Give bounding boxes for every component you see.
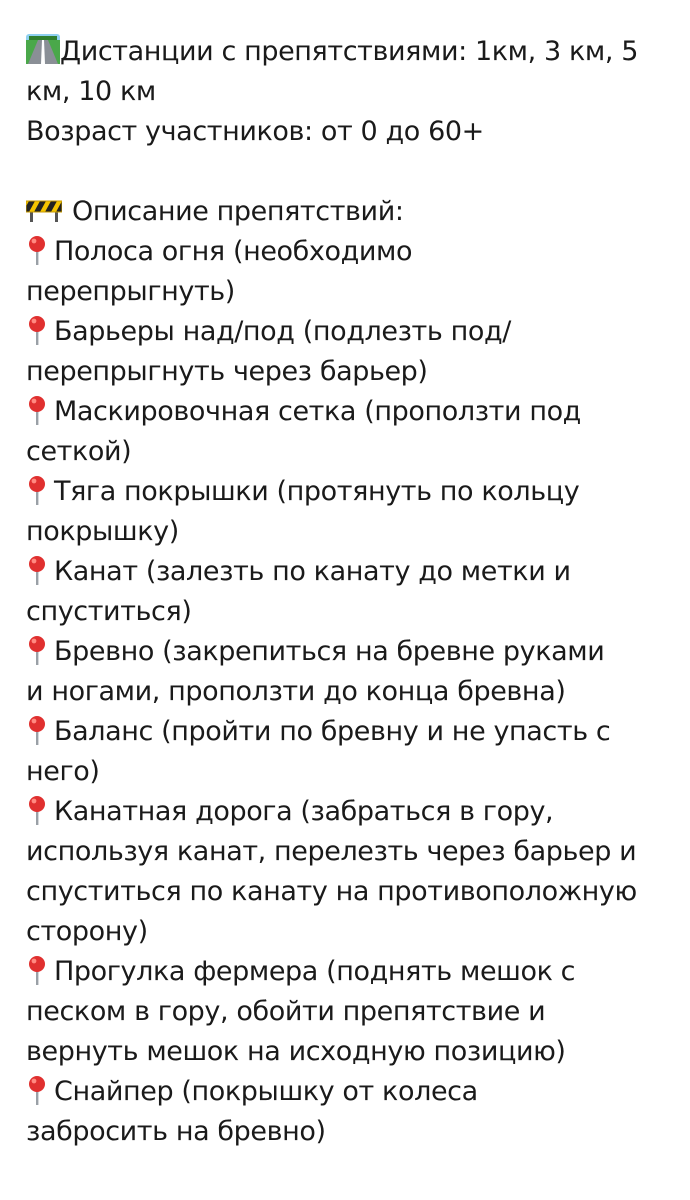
- obstacle-line: Канатная дорога (забраться в гору,: [26, 792, 671, 832]
- obstacle-line: Канат (залезть по канату до метки и: [26, 552, 671, 592]
- obstacle-line: вернуть мешок на исходную позицию): [26, 1036, 566, 1067]
- spacer: [26, 152, 671, 192]
- obstacle-line: Полоса огня (необходимо: [26, 232, 671, 272]
- obstacle-line: перепрыгнуть): [26, 276, 235, 307]
- obstacles-heading: Описание препятствий:: [26, 192, 671, 232]
- round-pushpin-icon: [26, 795, 48, 825]
- obstacle-line: Маскировочная сетка (проползти под: [26, 392, 671, 432]
- obstacle-line: используя канат, перелезть через барьер и: [26, 836, 637, 867]
- age-line: Возраст участников: от 0 до 60+: [26, 116, 484, 147]
- obstacle-line: спуститься по канату на противоположную: [26, 876, 637, 907]
- round-pushpin-icon: [26, 395, 48, 425]
- obstacle-line: Тяга покрышки (протянуть по кольцу: [26, 472, 671, 512]
- round-pushpin-icon: [26, 635, 48, 665]
- obstacle-line: забросить на бревно): [26, 1116, 326, 1147]
- distances-line-2: км, 10 км: [26, 76, 156, 107]
- obstacle-line: перепрыгнуть через барьер): [26, 356, 428, 387]
- round-pushpin-icon: [26, 235, 48, 265]
- distances-block: [26, 32, 671, 112]
- obstacle-item: [26, 552, 671, 632]
- obstacle-item: [26, 1072, 671, 1152]
- obstacle-line: песком в гору, обойти препятствие и: [26, 996, 546, 1027]
- motorway-icon: [26, 34, 60, 64]
- obstacle-line: сторону): [26, 916, 148, 947]
- obstacle-line: Бревно (закрепиться на бревне руками: [26, 632, 671, 672]
- obstacle-line: Прогулка фермера (поднять мешок с: [26, 952, 671, 992]
- obstacle-line: него): [26, 756, 100, 787]
- obstacle-item: [26, 632, 671, 712]
- round-pushpin-icon: [26, 555, 48, 585]
- obstacle-line: сеткой): [26, 436, 132, 467]
- round-pushpin-icon: [26, 1075, 48, 1105]
- construction-barrier-icon: [26, 194, 62, 218]
- obstacle-item: [26, 712, 671, 792]
- obstacle-item: [26, 312, 671, 392]
- round-pushpin-icon: [26, 475, 48, 505]
- obstacle-item: [26, 232, 671, 312]
- obstacle-item: [26, 792, 671, 952]
- obstacle-item: [26, 472, 671, 552]
- obstacle-list: [26, 232, 671, 1152]
- obstacle-line: покрышку): [26, 516, 179, 547]
- document-body: [26, 32, 671, 1152]
- round-pushpin-icon: [26, 315, 48, 345]
- obstacle-line: Баланс (пройти по бревну и не упасть с: [26, 712, 671, 752]
- obstacle-item: [26, 392, 671, 472]
- round-pushpin-icon: [26, 715, 48, 745]
- obstacle-line: Барьеры над/под (подлезть под/: [26, 312, 671, 352]
- obstacle-line: спуститься): [26, 596, 192, 627]
- obstacle-line: Снайпер (покрышку от колеса: [26, 1072, 671, 1112]
- obstacle-line: и ногами, проползти до конца бревна): [26, 676, 566, 707]
- distances-line-1: Дистанции с препятствиями: 1км, 3 км, 5: [26, 32, 671, 72]
- obstacle-item: [26, 952, 671, 1072]
- round-pushpin-icon: [26, 955, 48, 985]
